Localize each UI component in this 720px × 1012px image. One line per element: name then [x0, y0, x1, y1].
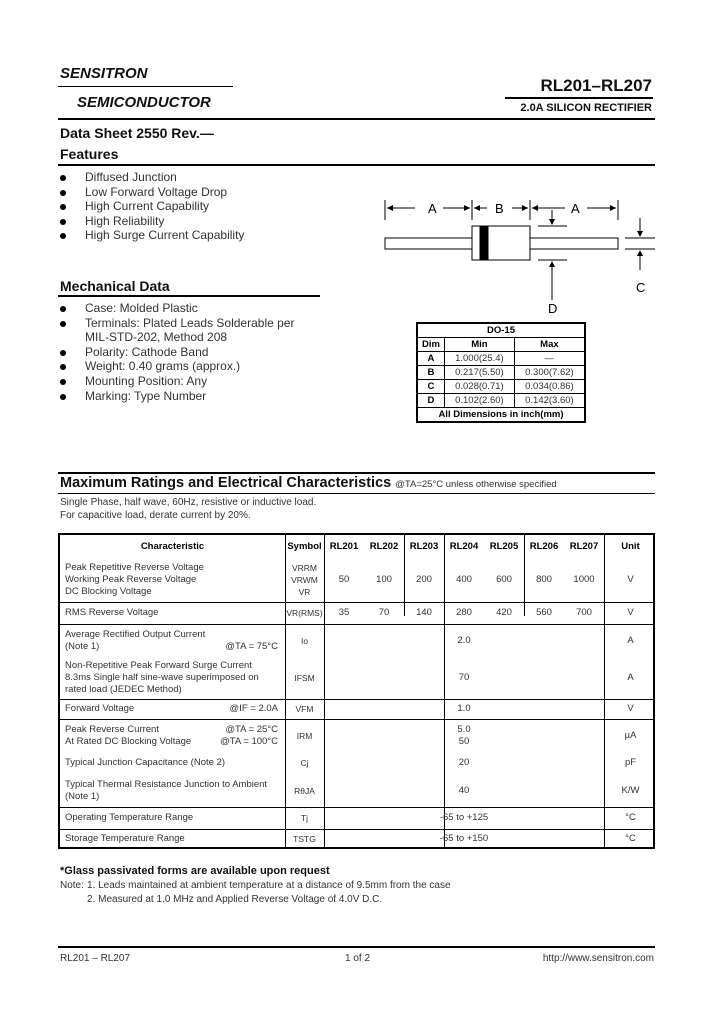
unit: K/W [621, 784, 640, 796]
dim-label-a: A [571, 201, 580, 216]
value: 40 [458, 784, 470, 796]
value-rl201: 50 [338, 574, 350, 585]
bullet-icon [60, 219, 66, 225]
divider [58, 472, 655, 474]
symbol: VR(RMS) [286, 608, 323, 618]
company-name-line1: SENSITRON [60, 65, 148, 82]
dim-table-footer: All Dimensions in inch(mm) [417, 408, 585, 423]
bullet-icon [60, 321, 66, 327]
note-1: 1. Leads maintained at ambient temperature at a distance of 9.5mm from the case [87, 880, 451, 891]
value-rl202: 70 [378, 607, 390, 618]
bullet-icon [60, 379, 66, 385]
list-item: High Reliability [85, 213, 165, 228]
bullet-icon [60, 233, 66, 239]
list-item: Low Forward Voltage Drop [85, 184, 228, 199]
dim-table-cell: 0.300(7.62) [514, 366, 585, 380]
list-item: High Surge Current Capability [85, 228, 245, 243]
divider [58, 86, 233, 87]
list-item: Case: Molded Plastic [85, 301, 198, 315]
characteristic: Peak Reverse Current At Rated DC Blocking Voltage [65, 723, 192, 747]
characteristic: Peak Repetitive Reverse Voltage Working Peak Reverse Voltage DC Blocking Voltage [65, 562, 204, 597]
value: 1.0 [457, 703, 471, 714]
bullet-icon [60, 204, 66, 210]
characteristic: Typical Thermal Resistance Junction to Ambient (Note 1) [65, 778, 268, 802]
unit: pF [624, 757, 637, 768]
features-title: Features [60, 146, 119, 162]
value: 20 [458, 757, 470, 768]
dim-table-title: DO-15 [417, 323, 585, 338]
dim-table-cell: 0.034(0.86) [514, 380, 585, 394]
value-rl206: 560 [536, 607, 552, 618]
table-header-characteristic: Characteristic [140, 541, 205, 552]
glass-note: *Glass passivated forms are available upon request [60, 865, 330, 877]
table-header-rl207: RL207 [569, 541, 599, 552]
note-label: Note: [60, 880, 84, 891]
dimension-table [416, 322, 586, 423]
dim-table-cell: C [417, 380, 444, 394]
value-rl205: 420 [496, 607, 512, 618]
table-header-rl204: RL204 [449, 541, 479, 552]
bullet-icon [60, 364, 66, 370]
row-divider [60, 719, 653, 720]
dim-label-c: C [636, 280, 646, 295]
table-header-rl202: RL202 [369, 541, 399, 552]
row-divider [60, 699, 653, 700]
value: 50 [458, 735, 470, 747]
symbol: VRWM [291, 575, 318, 585]
bullet-icon [60, 306, 66, 312]
characteristic: Forward Voltage [65, 703, 135, 714]
dim-table-cell: 0.217(5.50) [444, 366, 514, 380]
symbol: VFM [295, 704, 314, 714]
divider [58, 946, 655, 948]
test-condition: @IF = 2.0A [229, 703, 278, 714]
symbol: Cj [300, 758, 309, 768]
dim-table-row [417, 394, 585, 408]
dim-table-row [417, 352, 585, 366]
unit: V [627, 703, 634, 714]
ratings-condition: @TA=25°C unless otherwise specified [395, 479, 557, 490]
value: 5.0 [457, 723, 471, 735]
note-2: 2. Measured at 1.0 MHz and Applied Reverse Voltage of 4.0V D.C. [87, 894, 383, 905]
unit: °C [625, 833, 636, 844]
test-condition: @TA = 100°C [220, 735, 278, 747]
characteristic: RMS Reverse Voltage [65, 607, 159, 618]
dim-table-header: Max [514, 338, 585, 352]
characteristic: Operating Temperature Range [65, 812, 194, 823]
characteristic: Non-Repetitive Peak Forward Surge Current 8.3ms Single half sine-wave superimposed on rated load (JEDEC Method) [65, 660, 259, 695]
test-condition: @TA = 75°C [225, 640, 278, 652]
row-divider [60, 829, 653, 830]
capacitive-note: For capacitive load, derate current by 20%. [60, 510, 251, 521]
symbol: Tj [300, 813, 309, 823]
symbol: VRRM [291, 563, 318, 573]
ratings-title [60, 475, 557, 491]
symbol: RθJA [294, 785, 315, 796]
table-header-symbol: Symbol [287, 541, 322, 552]
unit: A [627, 672, 634, 683]
dim-table-header: Dim [417, 338, 444, 352]
table-header-rl206: RL206 [529, 541, 559, 552]
bullet-icon [60, 394, 66, 400]
table-header-rl203: RL203 [409, 541, 439, 552]
bullet-icon [60, 350, 66, 356]
list-item: Diffused Junction [85, 170, 177, 184]
dim-table-cell: — [514, 352, 585, 366]
divider [505, 97, 653, 99]
list-item: Mounting Position: Any [85, 374, 208, 388]
dim-table-row [417, 366, 585, 380]
dim-label-d: D [548, 301, 558, 316]
symbol: Io [300, 635, 309, 646]
mechanical-title: Mechanical Data [60, 278, 170, 294]
value-rl207: 700 [576, 607, 592, 618]
row-divider [60, 807, 653, 808]
list-item: Polarity: Cathode Band [85, 344, 209, 359]
value: 70 [458, 672, 470, 683]
divider [58, 295, 320, 297]
table-header-rl201: RL201 [329, 541, 359, 552]
value-rl203: 200 [416, 574, 432, 585]
divider [58, 164, 655, 166]
dim-table-cell: 0.028(0.71) [444, 380, 514, 394]
dim-table-cell: B [417, 366, 444, 380]
value-rl205: 600 [496, 574, 512, 585]
website-link[interactable]: http://www.sensitron.com [542, 953, 654, 964]
value-rl204: 400 [456, 574, 472, 585]
symbol: VR [298, 587, 311, 597]
characteristic: Typical Junction Capacitance (Note 2) [65, 757, 225, 768]
ratings-title-text: Maximum Ratings and Electrical Characteristics [60, 475, 392, 491]
divider [58, 118, 655, 120]
unit: °C [625, 812, 636, 823]
value-rl202: 100 [376, 574, 392, 585]
row-divider [60, 624, 653, 625]
value-rl204: 280 [456, 607, 472, 618]
symbol: IFSM [294, 673, 315, 683]
page-number: 1 of 2 [345, 953, 371, 964]
datasheet-number: Data Sheet 2550 Rev.— [60, 125, 214, 141]
unit: µA [624, 729, 637, 741]
characteristic: Storage Temperature Range [65, 833, 185, 844]
part-description: 2.0A SILICON RECTIFIER [520, 102, 652, 114]
value: -65 to +150 [439, 833, 489, 844]
value: 2.0 [457, 634, 471, 646]
divider [58, 493, 655, 494]
dim-table-cell: A [417, 352, 444, 366]
table-header-unit: Unit [621, 541, 640, 552]
value-rl203: 140 [416, 607, 432, 618]
dim-table-row [417, 380, 585, 394]
dim-label-a: A [428, 201, 437, 216]
dim-label-b: B [495, 201, 504, 216]
list-item: Terminals: Plated Leads Solderable per [85, 315, 295, 330]
characteristic: Average Rectified Output Current (Note 1) [65, 628, 206, 652]
unit: V [627, 607, 634, 618]
footer-part: RL201 – RL207 [60, 953, 131, 964]
table-header-rl205: RL205 [489, 541, 519, 552]
list-item: High Current Capability [85, 199, 210, 214]
company-name-line2: SEMICONDUCTOR [77, 94, 211, 111]
dim-table-cell: 0.142(3.60) [514, 394, 585, 408]
diode-outline-diagram [375, 190, 675, 320]
value-rl207: 1000 [573, 574, 595, 585]
list-item: Marking: Type Number [85, 388, 207, 403]
bullet-icon [60, 190, 66, 196]
dim-table-cell: D [417, 394, 444, 408]
list-item: MIL-STD-202, Method 208 [85, 330, 228, 345]
symbol: IRM [296, 730, 313, 741]
value-rl201: 35 [338, 607, 350, 618]
bullet-icon [60, 175, 66, 181]
test-condition: @TA = 25°C [225, 723, 278, 735]
dim-table-cell: 0.102(2.60) [444, 394, 514, 408]
row-divider [60, 602, 653, 603]
unit: V [627, 574, 634, 585]
list-item: Weight: 0.40 grams (approx.) [85, 359, 241, 374]
dim-table-cell: 1.000(25.4) [444, 352, 514, 366]
value: -65 to +125 [439, 812, 489, 823]
value-rl206: 800 [536, 574, 552, 585]
symbol: TSTG [293, 834, 316, 844]
part-range: RL201–RL207 [540, 76, 652, 95]
load-note: Single Phase, half wave, 60Hz, resistive or inductive load. [60, 497, 317, 508]
dim-table-header: Min [444, 338, 514, 352]
unit: A [627, 634, 634, 646]
ratings-table [58, 533, 655, 849]
